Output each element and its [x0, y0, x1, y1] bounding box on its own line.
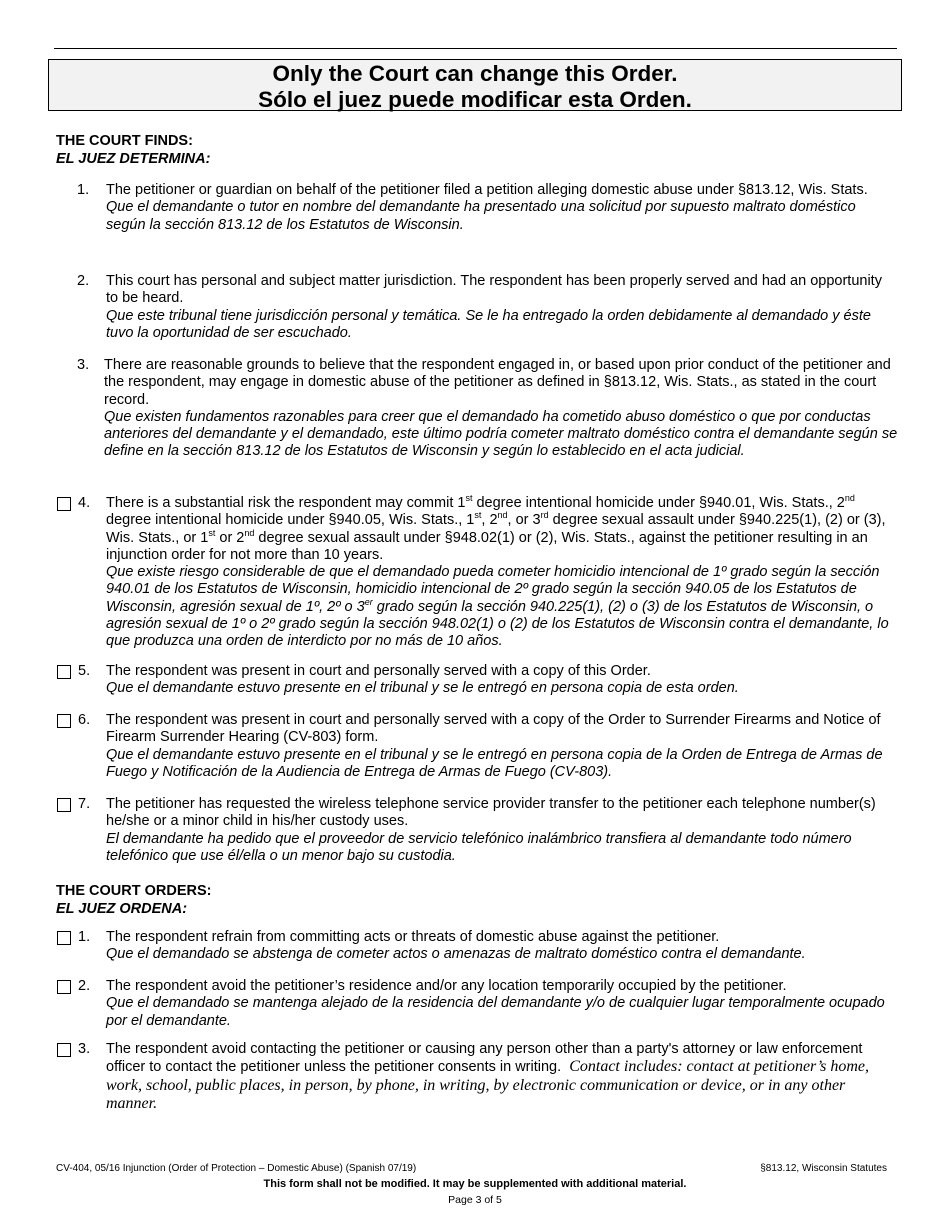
page-number: Page 3 of 5 — [448, 1194, 502, 1206]
order-2-checkbox[interactable] — [57, 980, 71, 994]
finding-text-es: Que existen fundamentos razonables para creer que el demandado ha cometido abuso doméstico o que por conductas anteriores del demandante y el demandado, este último podría cometer maltrato doméstico contra el demandante según se define en la sección 813.12 de los Estatutos de Wisconsin y según lo establecido en el acta judicial. — [104, 408, 898, 460]
court-orders-heading-es: EL JUEZ ORDENA: — [56, 901, 188, 917]
banner-title-en: Only the Court can change this Order. — [272, 61, 678, 86]
finding-text-en: The respondent was present in court and personally served with a copy of this Order. — [106, 663, 651, 679]
finding-text-en: The petitioner has requested the wireless telephone service provider transfer to the petitioner each telephone number(s) he/she or a minor child in his/her custody uses. — [106, 796, 876, 830]
modification-notice: This form shall not be modified. It may be supplemented with additional material. — [263, 1178, 687, 1190]
finding-text-es: Que existe riesgo considerable de que el demandado pueda cometer homicidio intencional de 1º grado según la sección 940.01 de los Estatutos de Wisconsin, homicidio intencional de 2º grado según la sección 940.05 de los Estatutos de Wisconsin, agresión sexual de 1º, 2º o 3er grado según la sección 940.225(1), (2) o (3) de los Estatutos de Wisconsin, o agresión sexual de 1º o 2º grado según la sección 948.02(1) o (2) de los Estatutos de Wisconsin contra el demandante, lo que produzca una orden de interdicto por no más de 10 años. — [106, 564, 889, 650]
finding-text-en: The petitioner or guardian on behalf of the petitioner filed a petition alleging domestic abuse under §813.12, Wis. Stats. — [106, 182, 868, 198]
finding-text-es: El demandante ha pedido que el proveedor de servicio telefónico inalámbrico transfiera al demandante todo número telefónico que use él/ella o un menor bajo su custodia. — [106, 830, 852, 864]
finding-6-checkbox[interactable] — [57, 714, 71, 728]
finding-text-es: Que el demandante estuvo presente en el tribunal y se le entregó en persona copia de esta orden. — [106, 680, 739, 697]
order-text-es: Que el demandado se mantenga alejado de la residencia del demandante y/o de cualquier lugar temporalmente ocupado por el demandante. — [106, 995, 885, 1029]
finding-number: 2. — [77, 273, 90, 289]
banner-title-es: Sólo el juez puede modificar esta Orden. — [258, 87, 692, 112]
order-number: 3. — [78, 1041, 91, 1057]
order-text-en: The respondent avoid contacting the petitioner or causing any person other than a party's attorney or law enforcement officer to contact the petitioner unless the petitioner consents in writing. Contact includes: contact at petitioner’s home, work, school, public places, in person, by phone, in writing, by electronic communication or device, or in any other manner. — [106, 1041, 870, 1112]
order-text-en: The respondent avoid the petitioner’s residence and/or any location temporarily occupied by the petitioner. — [106, 978, 787, 994]
finding-number: 3. — [77, 357, 90, 373]
court-finds-heading-es: EL JUEZ DETERMINA: — [56, 151, 211, 167]
finding-number: 1. — [77, 182, 90, 198]
finding-number: 6. — [78, 712, 91, 728]
finding-text-es: Que este tribunal tiene jurisdicción personal y temática. Se le ha entregado la orden debidamente al demandado y éste tuvo la oportunidad de ser escuchado. — [106, 307, 871, 341]
court-finds-heading — [56, 132, 210, 168]
order-text-en: The respondent refrain from committing acts or threats of domestic abuse against the petitioner. — [106, 929, 720, 945]
order-banner — [48, 59, 902, 111]
contact-definition: Contact includes: contact at petitioner’s home, work, school, public places, in person, by phone, in writing, by electronic communication or device, or in any other manner. — [106, 1058, 870, 1112]
finding-text-en: There is a substantial risk the respondent may commit 1st degree intentional homicide under §940.01, Wis. Stats., 2nd degree intentional homicide under §940.05, Wis. Stats., 1st, 2nd, or 3rd degree sexual assault under §940.225(1), (2) or (3), Wis. Stats., or 1st or 2nd degree sexual assault under §948.02(1) or (2), Wis. Stats., against the petitioner resulting in an injunction order for not more than 10 years. — [106, 493, 886, 563]
finding-text-es: Que el demandante o tutor en nombre del demandante ha presentado una solicitud por supuesto maltrato doméstico según la sección 813.12 de los Estatutos de Wisconsin. — [106, 199, 856, 233]
order-number: 2. — [78, 978, 91, 994]
finding-number: 7. — [78, 796, 91, 812]
order-3-checkbox[interactable] — [57, 1043, 71, 1057]
finding-text-es: Que el demandante estuvo presente en el tribunal y se le entregó en persona copia de la Orden de Entrega de Armas de Fuego y Notificación de la Audiencia de Entrega de Armas de Fuego (CV-803). — [106, 746, 883, 780]
finding-number: 5. — [78, 663, 91, 679]
finding-text-en: There are reasonable grounds to believe that the respondent engaged in, or based upon prior conduct of the petitioner and the respondent, may engage in domestic abuse of the petitioner as defined in §813.12, Wis. Stats., as stated in the court record. — [104, 357, 891, 408]
finding-4-checkbox[interactable] — [57, 497, 71, 511]
court-orders-heading-en: THE COURT ORDERS: — [56, 883, 212, 899]
statute-reference: §813.12, Wisconsin Statutes — [760, 1163, 887, 1174]
finding-text-en: The respondent was present in court and personally served with a copy of the Order to Surrender Firearms and Notice of Firearm Surrender Hearing (CV-803) form. — [106, 712, 881, 746]
order-text-es: Que el demandado se abstenga de cometer actos o amenazas de maltrato doméstico contra el demandante. — [106, 946, 806, 963]
form-identifier: CV-404, 05/16 Injunction (Order of Protection – Domestic Abuse) (Spanish 07/19) — [56, 1163, 417, 1174]
court-orders-heading — [56, 882, 211, 918]
top-rule — [54, 48, 897, 49]
court-finds-heading-en: THE COURT FINDS: — [56, 133, 193, 149]
finding-text-en: This court has personal and subject matter jurisdiction. The respondent has been properly served and had an opportunity to be heard. — [106, 273, 882, 307]
order-1-checkbox[interactable] — [57, 931, 71, 945]
finding-number: 4. — [78, 495, 91, 511]
order-number: 1. — [78, 929, 91, 945]
finding-5-checkbox[interactable] — [57, 665, 71, 679]
finding-7-checkbox[interactable] — [57, 798, 71, 812]
